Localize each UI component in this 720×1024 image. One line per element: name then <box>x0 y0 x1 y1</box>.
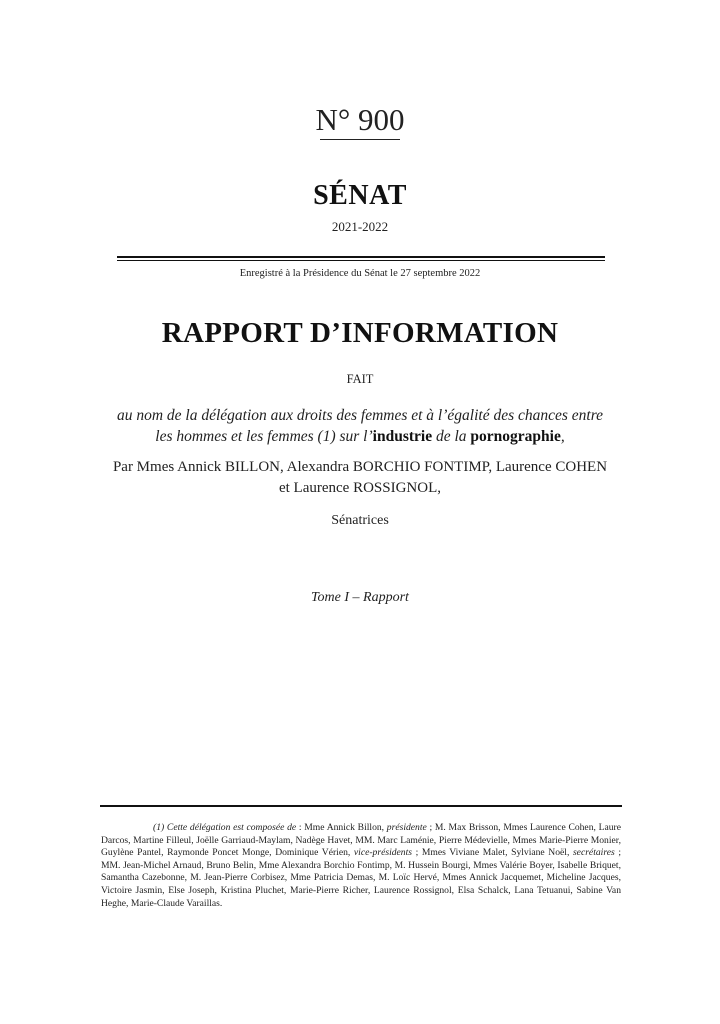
footnote-rule <box>100 805 622 807</box>
authors-line-1: Par Mmes Annick BILLON, Alexandra BORCHIO FONTIMP, Laurence COHEN <box>112 459 608 475</box>
footnote-text: ; M. Max Brisson, Mmes Laurence Cohen, Laure Darcos, Martine Filleul, Joëlle Garriaud-Maylam, Nadège Havet, MM. Marc Laménie, Pierre Médevielle, Mmes Marie-Pierre Monier, Guylène Pantel, Raymonde Poncet Monge, Dominique Vérien, <box>101 822 621 859</box>
report-number: N° 900 <box>315 102 405 137</box>
description-end: , <box>560 428 565 445</box>
institution-name: SÉNAT <box>313 180 407 211</box>
authors-line-2: et Laurence ROSSIGNOL, <box>278 480 442 496</box>
keyword-industrie: industrie <box>372 428 433 445</box>
footnote <box>101 822 621 910</box>
footnote-text: ; MM. Jean-Michel Arnaud, Bruno Belin, Mme Alexandra Borchio Fontimp, M. Hussein Bourgi, Mmes Valérie Boyer, Isabelle Briquet, Samantha Cazebonne, M. Jean-Pierre Corbisez, Mme Patricia Demas, M. Loïc Hervé, Mmes Annick Jacquemet, Micheline Jacques, Victoire Jasmin, Else Joseph, Kristina Pluchet, Marie-Pierre Richer, Laurence Rossignol, Elsa Schalck, Lana Tetuanui, Sabine Van Heghe, Marie-Claude Varaillas. <box>101 847 621 909</box>
description-mid: de la <box>432 428 471 445</box>
footnote-secretaires: secrétaires <box>572 847 615 859</box>
authors <box>0 457 720 499</box>
report-title: RAPPORT D’INFORMATION <box>161 317 559 349</box>
description-line-2-prefix: les hommes et les femmes (1) sur l’ <box>155 428 373 445</box>
description-line-1: au nom de la délégation aux droits des femmes et à l’égalité des chances entre <box>116 407 604 424</box>
footnote-text: : Mme Annick Billon, <box>296 822 387 833</box>
header-double-rule <box>117 256 605 261</box>
footnote-lead: (1) Cette délégation est composée de <box>153 822 297 833</box>
number-underline <box>320 139 400 140</box>
report-description <box>0 405 720 447</box>
tome-label: Tome I – Rapport <box>311 590 409 605</box>
fait-label: FAIT <box>346 372 374 386</box>
footnote-vice-presidents: vice-présidents <box>353 847 412 859</box>
keyword-pornographie: pornographie <box>470 428 561 445</box>
session-years: 2021-2022 <box>331 219 389 234</box>
footnote-text: ; Mmes Viviane Malet, Sylviane Noël, <box>412 847 573 859</box>
authors-role: Sénatrices <box>331 513 389 528</box>
registration-line: Enregistré à la Présidence du Sénat le 27 septembre 2022 <box>239 268 481 279</box>
footnote-presidente: présidente <box>386 822 427 833</box>
